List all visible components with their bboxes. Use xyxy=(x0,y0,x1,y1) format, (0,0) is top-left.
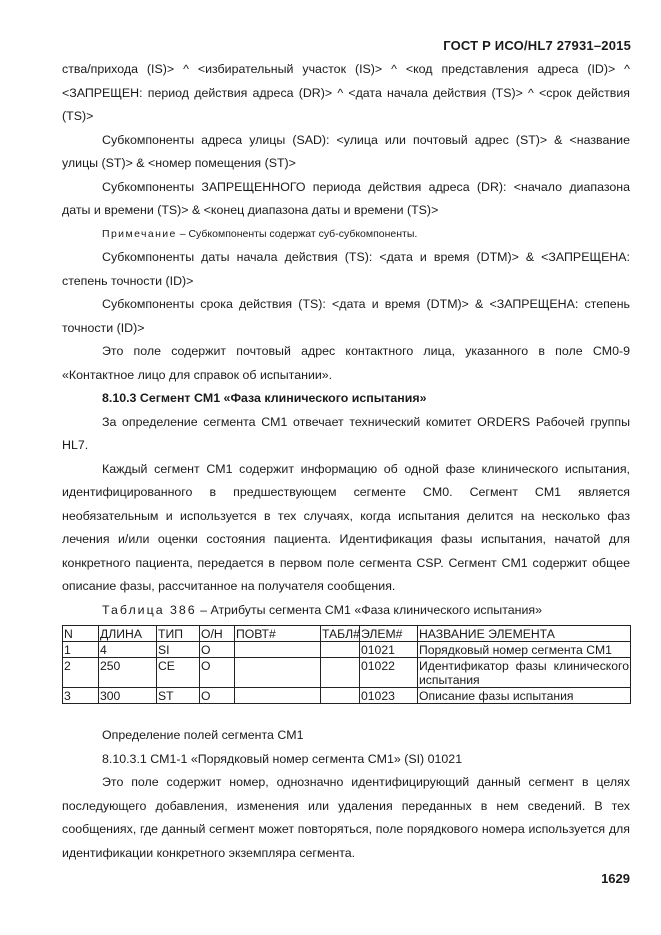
table-caption-text: – Атрибуты сегмента CM1 «Фаза клинического испытания» xyxy=(196,602,542,617)
paragraph: Это поле содержит почтовый адрес контактного лица, указанного в поле CM0-9 «Контактное лицо для справок об испытании». xyxy=(62,344,630,382)
paragraph: Определение полей сегмента CM1 xyxy=(102,728,304,742)
paragraph: Субкомпоненты адреса улицы (SAD): <улица или почтовый адрес (ST)> & <название улицы (ST)> & <номер помещения (ST)> xyxy=(62,132,630,170)
table-cell xyxy=(235,688,321,704)
table-caption xyxy=(62,599,630,623)
column-header: О/Н xyxy=(200,626,235,642)
table-cell: O xyxy=(200,688,235,704)
column-header: ТИП xyxy=(157,626,200,642)
table-row xyxy=(63,658,631,688)
table-cell: 250 xyxy=(99,658,157,688)
table-cell: O xyxy=(200,658,235,688)
attributes-table xyxy=(62,625,631,704)
table-cell: 4 xyxy=(99,642,157,658)
spacer xyxy=(62,704,630,724)
table-cell xyxy=(235,642,321,658)
table-cell: 3 xyxy=(63,688,99,704)
page-number: 1629 xyxy=(601,871,630,886)
table-cell: 300 xyxy=(99,688,157,704)
note-label: Примечание xyxy=(102,227,177,240)
column-header: ЭЛЕМ# xyxy=(360,626,418,642)
table-cell xyxy=(321,688,360,704)
column-header: ПОВТ# xyxy=(235,626,321,642)
paragraph: Субкомпоненты ЗАПРЕЩЕННОГО периода действия адреса (DR): <начало диапазона даты и времени (TS)> & <конец диапазона даты и времени (TS)> xyxy=(62,179,630,217)
standard-header: ГОСТ Р ИСО/HL7 27931–2015 xyxy=(443,38,631,53)
table-cell xyxy=(321,658,360,688)
table-cell: Описание фазы испытания xyxy=(418,688,631,704)
table-caption-label: Таблица 386 xyxy=(102,602,197,617)
page-content xyxy=(62,58,630,865)
table-cell: CE xyxy=(157,658,200,688)
paragraph: Это поле содержит номер, однозначно идентифицирующий данный сегмент в целях последующего добавления, изменения или удаления переданных в нем сведений. В тех сообщениях, где данный сегмент может повторяться, поле порядкового номера используется для идентификации конкретного экземпляра сегмента. xyxy=(62,775,630,860)
section-heading: 8.10.3 Сегмент CM1 «Фаза клинического испытания» xyxy=(102,391,427,405)
paragraph: ства/прихода (IS)> ^ <избирательный участок (IS)> ^ <код представления адреса (ID)> ^ <ЗАПРЕЩЕН: период действия адреса (DR)> ^ <дата начала действия (TS)> ^ <срок действия (TS)> xyxy=(62,62,630,123)
column-header: ТАБЛ# xyxy=(322,627,360,641)
paragraph: 8.10.3.1 CM1-1 «Порядковый номер сегмента CM1» (SI) 01021 xyxy=(102,751,463,766)
column-header: N xyxy=(63,626,99,642)
table-cell xyxy=(235,658,321,688)
table-cell: SI xyxy=(157,642,200,658)
table-header-row xyxy=(63,626,631,642)
column-header: НАЗВАНИЕ ЭЛЕМЕНТА xyxy=(418,626,631,642)
table-cell xyxy=(321,642,360,658)
table-cell: ST xyxy=(157,688,200,704)
table-cell: 1 xyxy=(63,642,99,658)
paragraph: За определение сегмента CM1 отвечает технический комитет ORDERS Рабочей группы HL7. xyxy=(62,414,630,452)
table-row xyxy=(63,688,631,704)
table-cell: Порядковый номер сегмента CM1 xyxy=(418,642,631,658)
table-cell: 01023 xyxy=(360,688,418,704)
note xyxy=(62,223,630,247)
paragraph: Субкомпоненты срока действия (TS): <дата и время (DTM)> & <ЗАПРЕЩЕНА: степень точности (ID)> xyxy=(62,297,630,335)
table-cell: Идентификатор фазы клинического испытания xyxy=(419,659,629,687)
column-header: ДЛИНА xyxy=(99,626,157,642)
table-row xyxy=(63,642,631,658)
paragraph: Субкомпоненты даты начала действия (TS): <дата и время (DTM)> & <ЗАПРЕЩЕНА: степень точности (ID)> xyxy=(62,250,630,288)
note-text: – Субкомпоненты содержат суб-субкомпоненты. xyxy=(176,227,418,240)
table-cell: 01022 xyxy=(360,658,418,688)
table-cell: O xyxy=(200,642,235,658)
paragraph: Каждый сегмент CM1 содержит информацию об одной фазе клинического испытания, идентифицированного в предшествующем сегменте CM0. Сегмент CM1 является необязательным и используется в тех случаях, когда испытания делится на несколько фаз лечения и/или оценки состояния пациента. Идентификация фазы испытания, начатой для конкретного пациента, передается в первом поле сегмента CSP. Сегмент CM1 содержит общее описание фазы, рассчитанное на получателя сообщения. xyxy=(62,461,630,593)
table-cell: 01021 xyxy=(360,642,418,658)
table-cell: 2 xyxy=(63,658,99,688)
